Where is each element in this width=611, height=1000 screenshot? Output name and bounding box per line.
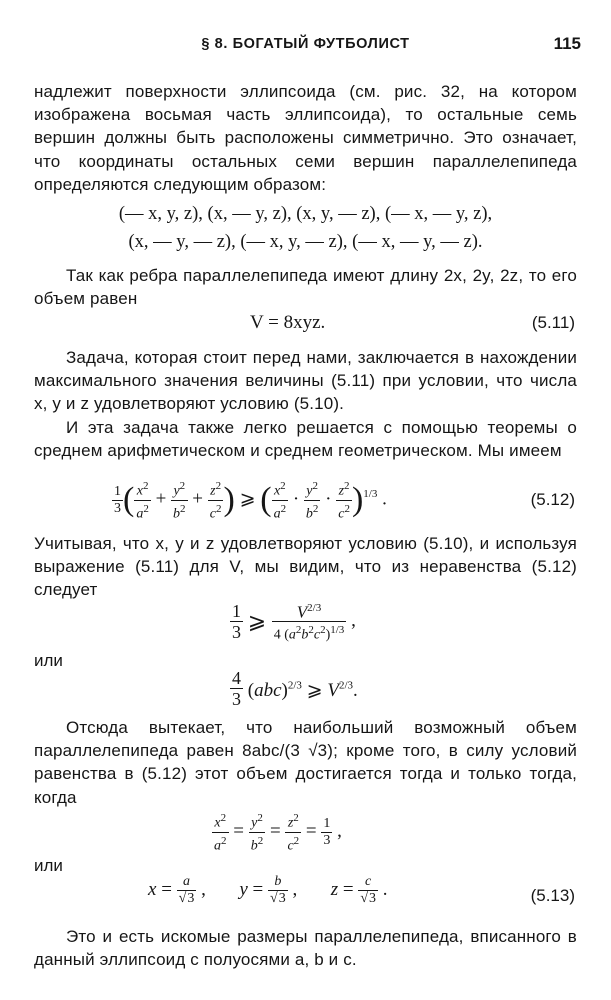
equation-5-12 (0, 478, 611, 522)
equation-5-12-number: (5.12) (530, 490, 575, 509)
paragraph-2: Так как ребра параллелепипеда имеют длину 2x, 2y, 2z, то его объем равен (34, 266, 577, 309)
paragraph-4: И эта задача также легко решается с помощью теоремы о среднем арифметическом и среднем геометрическом. Мы имеем (34, 418, 577, 461)
equality-chain: $\frac{x^2}{a^2}$ = $\frac{y^2}{b^2}$ = $\frac{z^2}{c^2}$ = $\frac{1}{3}$ , (214, 812, 342, 854)
paragraph-7: Это и есть искомые размеры параллелепипеда, вписанного в данный эллипсоид с полуосями a, b и c. (34, 927, 577, 970)
equation-5-12-expr: $\frac{1}{3}$ ( $\frac{x^2}{a^2}$ + $\frac{y^2}{b^2}$ + $\frac{z^2}{c^2}$ ) ⩾ ( $\frac{x^2}{a^2}$ · $\frac{y^2}{b^2}$ · $\frac{z^2}{c^2}$ )$^{1/3}$ . (114, 480, 387, 522)
equation-5-11-expr: V = 8xyz. (250, 312, 326, 333)
word-or-1: или (34, 651, 63, 670)
page-number: 115 (553, 34, 581, 53)
word-or-2: или (34, 856, 63, 875)
equation-5-13-number: (5.13) (530, 886, 575, 905)
paragraph-3: Задача, которая стоит перед нами, заключается в нахождении максимального значения величины (5.11) при условии, что числа x, y и z удовлетворяют условию (5.10). (34, 348, 577, 414)
paragraph-5: Учитывая, что x, y и z удовлетворяют условию (5.10), и используя выражение (5.11) для V, мы видим, что из неравенства (5.12) следует (34, 534, 577, 600)
section-title: § 8. БОГАТЫЙ ФУТБОЛИСТ (201, 36, 410, 52)
vertices-line-2: (x, — y, — z), (— x, y, — z), (— x, — y, — z). (128, 232, 483, 252)
paragraph-6: Отсюда вытекает, что наибольший возможный объем параллелепипеда равен 8abc/(3 √3); кроме того, в силу условий равенства в (5.12) этот объем достигается тогда и только тогда, когда (34, 718, 577, 807)
paragraph-1: надлежит поверхности эллипсоида (см. рис. 32, на котором изображена восьмая часть эллипсоида), то остальные семь вершин должны быть расположены симметрично. Это означает, что координаты остальных семи вершин параллелепипеда определяются следующим образом: (34, 82, 577, 194)
inequality-1: $\frac{1}{3}$ ⩾ $\frac{V^{2/3}}{4 (a^2b^2c^2)^{1/3}}$ , (232, 601, 356, 643)
equation-5-11-number: (5.11) (531, 313, 575, 332)
inequality-2: $\frac{4}{3}$ (abc)$^{2/3}$ ⩾ $V^{2/3}$. (232, 668, 358, 709)
vertices-line-1: (— x, y, z), (x, — y, z), (x, y, — z), (— x, — y, z), (118, 204, 493, 224)
running-header (0, 34, 611, 56)
equation-5-13: x = $\frac{a}{√3}$ , y = $\frac{b}{√3}$ , z = $\frac{c}{√3}$ . (5.13) (148, 874, 575, 906)
equation-5-12-exponent: 1/3 (363, 488, 378, 501)
